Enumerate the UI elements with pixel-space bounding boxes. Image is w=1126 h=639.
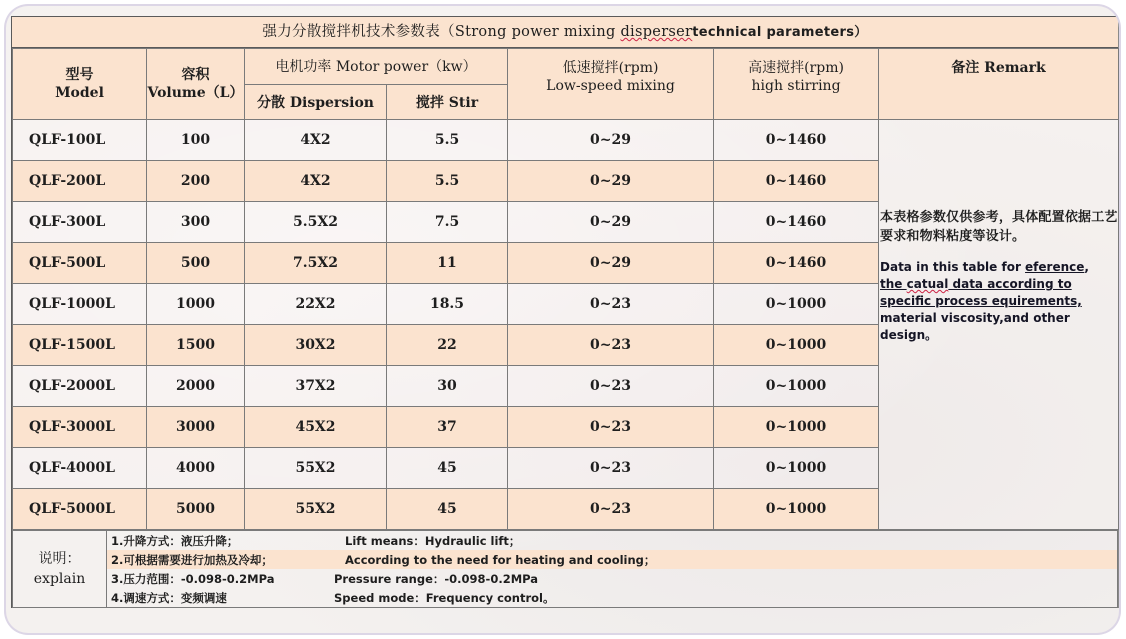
cell-stir: 37 [387, 407, 508, 448]
header-volume-zh: 容积 [181, 67, 210, 83]
cell-low: 0~29 [508, 120, 714, 161]
header-model-en: Model [55, 85, 104, 101]
note-line [107, 588, 1117, 607]
cell-volume: 500 [147, 243, 245, 284]
cell-stir: 5.5 [387, 161, 508, 202]
header-low-zh: 低速搅拌(rpm) [562, 60, 659, 76]
cell-dispersion: 30X2 [245, 325, 387, 366]
cell-high: 0~1000 [714, 489, 879, 530]
notes-label-en: explain [33, 571, 86, 587]
header-row-1 [13, 49, 1119, 85]
cell-stir: 18.5 [387, 284, 508, 325]
cell-model: QLF-2000L [13, 366, 147, 407]
remark-cell [879, 120, 1119, 530]
cell-high: 0~1000 [714, 325, 879, 366]
cell-dispersion: 55X2 [245, 448, 387, 489]
cell-model: QLF-200L [13, 161, 147, 202]
cell-dispersion: 37X2 [245, 366, 387, 407]
header-high-zh: 高速搅拌(rpm) [748, 60, 844, 76]
cell-model: QLF-300L [13, 202, 147, 243]
cell-model: QLF-1000L [13, 284, 147, 325]
header-low-en: Low-speed mixing [546, 78, 675, 94]
header-stir: 搅拌 Stir [387, 84, 508, 120]
cell-model: QLF-500L [13, 243, 147, 284]
parameter-sheet [6, 6, 1119, 633]
table-row [13, 120, 1119, 161]
header-model-zh: 型号 [65, 67, 94, 83]
cell-low: 0~23 [508, 325, 714, 366]
cell-dispersion: 45X2 [245, 407, 387, 448]
remark-en-4: material viscosity,and other design。 [880, 311, 1070, 342]
parameter-table [12, 48, 1119, 530]
header-dispersion: 分散 Dispersion [245, 84, 387, 120]
note-en: Speed mode：Frequency control。 [334, 591, 555, 605]
notes-label-zh: 说明： [38, 551, 81, 567]
note-line [107, 569, 1117, 588]
cell-stir: 22 [387, 325, 508, 366]
header-volume-en: Volume（L） [147, 85, 244, 101]
cell-low: 0~23 [508, 407, 714, 448]
cell-dispersion: 4X2 [245, 161, 387, 202]
cell-model: QLF-100L [13, 120, 147, 161]
notes-label [13, 531, 107, 608]
title-en-prefix: （Strong power mixing [440, 24, 621, 40]
cell-low: 0~29 [508, 161, 714, 202]
note-en: Lift means：Hydraulic lift； [345, 534, 521, 548]
note-zh: 4.调速方式：变频调速 [111, 591, 227, 605]
cell-stir: 5.5 [387, 120, 508, 161]
cell-low: 0~29 [508, 202, 714, 243]
remark-en-2c: data according to [948, 277, 1072, 291]
header-high-en: high stirring [751, 78, 841, 94]
cell-volume: 1500 [147, 325, 245, 366]
note-line [107, 531, 1117, 550]
notes-lines [107, 531, 1118, 608]
cell-volume: 1000 [147, 284, 245, 325]
cell-high: 0~1460 [714, 202, 879, 243]
cell-dispersion: 5.5X2 [245, 202, 387, 243]
note-line [107, 550, 1117, 569]
notes-table [12, 530, 1118, 608]
cell-volume: 5000 [147, 489, 245, 530]
cell-volume: 2000 [147, 366, 245, 407]
table-frame [11, 16, 1119, 608]
remark-en-2b: catual [906, 277, 949, 291]
remark-en-3: specific process equirements, [880, 294, 1082, 308]
header-volume [147, 49, 245, 120]
note-zh: 3.压力范围：-0.098-0.2MPa [111, 572, 275, 586]
cell-stir: 30 [387, 366, 508, 407]
cell-model: QLF-5000L [13, 489, 147, 530]
cell-high: 0~1460 [714, 120, 879, 161]
cell-volume: 4000 [147, 448, 245, 489]
cell-stir: 45 [387, 489, 508, 530]
cell-volume: 200 [147, 161, 245, 202]
cell-dispersion: 7.5X2 [245, 243, 387, 284]
remark-en-1a: Data in this table for [880, 260, 1026, 274]
note-zh: 2.可根据需要进行加热及冷却； [111, 553, 273, 567]
header-model [13, 49, 147, 120]
cell-volume: 300 [147, 202, 245, 243]
remark-en-1c: , [1084, 260, 1089, 274]
table-title [12, 17, 1118, 48]
cell-low: 0~23 [508, 366, 714, 407]
cell-high: 0~1000 [714, 366, 879, 407]
remark-en [880, 259, 1118, 344]
cell-volume: 100 [147, 120, 245, 161]
remark-en-2a: the [880, 277, 907, 291]
cell-model: QLF-3000L [13, 407, 147, 448]
cell-low: 0~29 [508, 243, 714, 284]
cell-high: 0~1460 [714, 161, 879, 202]
cell-dispersion: 22X2 [245, 284, 387, 325]
header-high-speed [714, 49, 879, 120]
header-remark: 备注 Remark [879, 49, 1119, 120]
cell-stir: 7.5 [387, 202, 508, 243]
cell-model: QLF-4000L [13, 448, 147, 489]
note-en: Pressure range：-0.098-0.2MPa [334, 572, 539, 586]
cell-high: 0~1460 [714, 243, 879, 284]
header-low-speed [508, 49, 714, 120]
cell-low: 0~23 [508, 448, 714, 489]
cell-stir: 11 [387, 243, 508, 284]
remark-zh: 本表格参数仅供参考，具体配置依据工艺要求和物料粘度等设计。 [880, 210, 1118, 244]
title-zh: 强力分散搅拌机技术参数表 [262, 24, 441, 40]
cell-dispersion: 55X2 [245, 489, 387, 530]
cell-stir: 45 [387, 448, 508, 489]
cell-dispersion: 4X2 [245, 120, 387, 161]
remark-en-1b: eference [1025, 260, 1085, 274]
note-en: According to the need for heating and cooling； [345, 553, 656, 567]
cell-high: 0~1000 [714, 448, 879, 489]
title-en-underlined: disperser [620, 24, 693, 40]
cell-high: 0~1000 [714, 407, 879, 448]
cell-low: 0~23 [508, 284, 714, 325]
note-zh: 1.升降方式：液压升降； [111, 534, 239, 548]
title-en-suffix: technical parameters） [692, 25, 868, 40]
cell-low: 0~23 [508, 489, 714, 530]
header-motor-power: 电机功率 Motor power（kw） [245, 49, 508, 85]
cell-high: 0~1000 [714, 284, 879, 325]
cell-model: QLF-1500L [13, 325, 147, 366]
cell-volume: 3000 [147, 407, 245, 448]
